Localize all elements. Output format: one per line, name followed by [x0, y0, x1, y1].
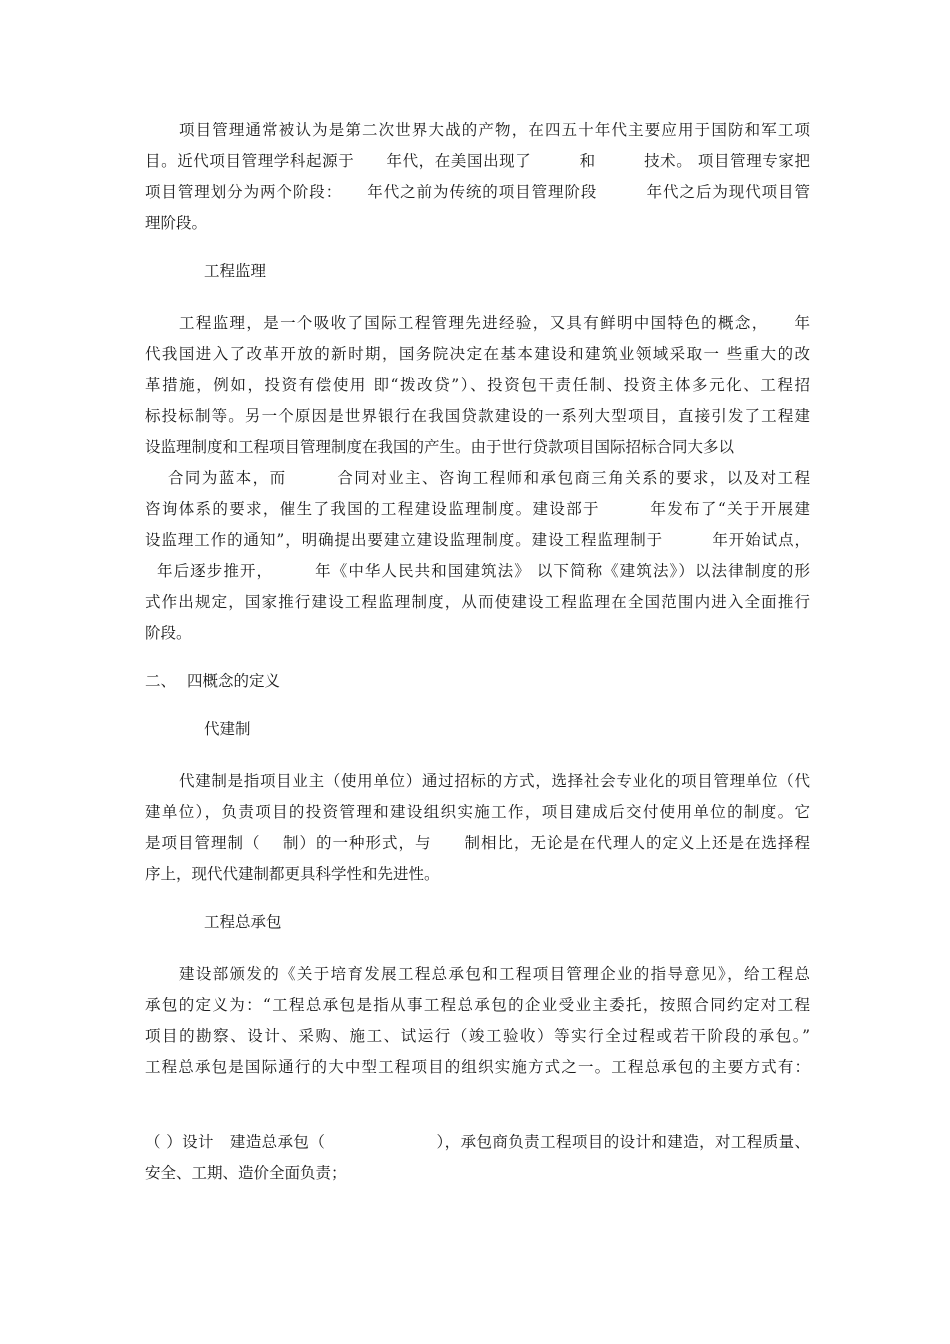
section-title: 四概念的定义 — [187, 672, 281, 690]
text-line: 序上，现代代建制都更具科学性和先进性。 — [145, 865, 440, 883]
text-line: 设监理制度和工程项目管理制度在我国的产生。由于世行贷款项目国际招标合同大多以 — [145, 438, 735, 456]
text-line: 年后逐步推开， 年《中华人民共和国建筑法》 以下简称《建筑法》）以法律制度的形 — [157, 562, 810, 580]
text-line: 是项目管理制（ 制）的一种形式，与 制相比，无论是在代理人的定义上还是在选择程 — [145, 834, 810, 852]
text-line: 代建制是指项目业主（使用单位）通过招标的方式，选择社会专业化的项目管理单位（代 — [179, 772, 810, 790]
text-line: 项目管理通常被认为是第二次世界大战的产物，在四五十年代主要应用于国防和军工项 — [179, 121, 810, 139]
heading-engineering-supervision: 工程监理 — [204, 262, 267, 280]
text-line: 革措施，例如，投资有偿使用 即“拨改贷”）、投资包干责任制、投资主体多元化、工程招 — [145, 376, 810, 394]
heading-epc: 工程总承包 — [204, 913, 282, 931]
text-line: 理阶段。 — [145, 214, 208, 232]
heading-agent-construction: 代建制 — [204, 720, 251, 738]
text-line: 项目管理划分为两个阶段： 年代之前为传统的项目管理阶段 年代之后为现代项目管 — [145, 183, 810, 201]
section-number: 二、 — [145, 672, 177, 690]
text-line: 代我国进入了改革开放的新时期，国务院决定在基本建设和建筑业领域采取一 些重大的改 — [145, 345, 810, 363]
text-line: 建单位），负责项目的投资管理和建设组织实施工作，项目建成后交付使用单位的制度。它 — [145, 803, 810, 821]
text-line: 建设部颁发的《关于培育发展工程总承包和工程项目管理企业的指导意见》，给工程总 — [179, 965, 810, 983]
text-line: 式作出规定，国家推行建设工程监理制度，从而使建设工程监理在全国范围内进入全面推行 — [145, 593, 810, 611]
text-line: 合同为蓝本，而 合同对业主、咨询工程师和承包商三角关系的要求，以及对工程 — [168, 469, 810, 487]
text-line: （ ）设计 建造总承包（ ），承包商负责工程项目的设计和建造，对工程质量、 — [145, 1133, 810, 1151]
text-line: 设监理工作的通知”，明确提出要建立建设监理制度。建设工程监理制于 年开始试点， — [145, 531, 810, 549]
text-line: 标投标制等。另一个原因是世界银行在我国贷款建设的一系列大型项目，直接引发了工程建 — [145, 407, 810, 425]
text-line: 安全、工期、造价全面负责； — [145, 1164, 347, 1182]
text-line: 项目的勘察、设计、采购、施工、试运行（竣工验收）等实行全过程或若干阶段的承包。” — [145, 1027, 810, 1045]
text-line: 承包的定义为：“工程总承包是指从事工程总承包的企业受业主委托，按照合同约定对工程 — [145, 996, 810, 1014]
text-line: 咨询体系的要求，催生了我国的工程建设监理制度。建设部于 年发布了“关于开展建 — [145, 500, 810, 518]
text-line: 目。近代项目管理学科起源于 年代，在美国出现了 和 技术。 项目管理专家把 — [145, 152, 810, 170]
text-line: 工程监理，是一个吸收了国际工程管理先进经验，又具有鲜明中国特色的概念， 年 — [179, 314, 810, 332]
text-line: 阶段。 — [145, 624, 192, 642]
text-line: 工程总承包是国际通行的大中型工程项目的组织实施方式之一。工程总承包的主要方式有： — [145, 1058, 810, 1076]
